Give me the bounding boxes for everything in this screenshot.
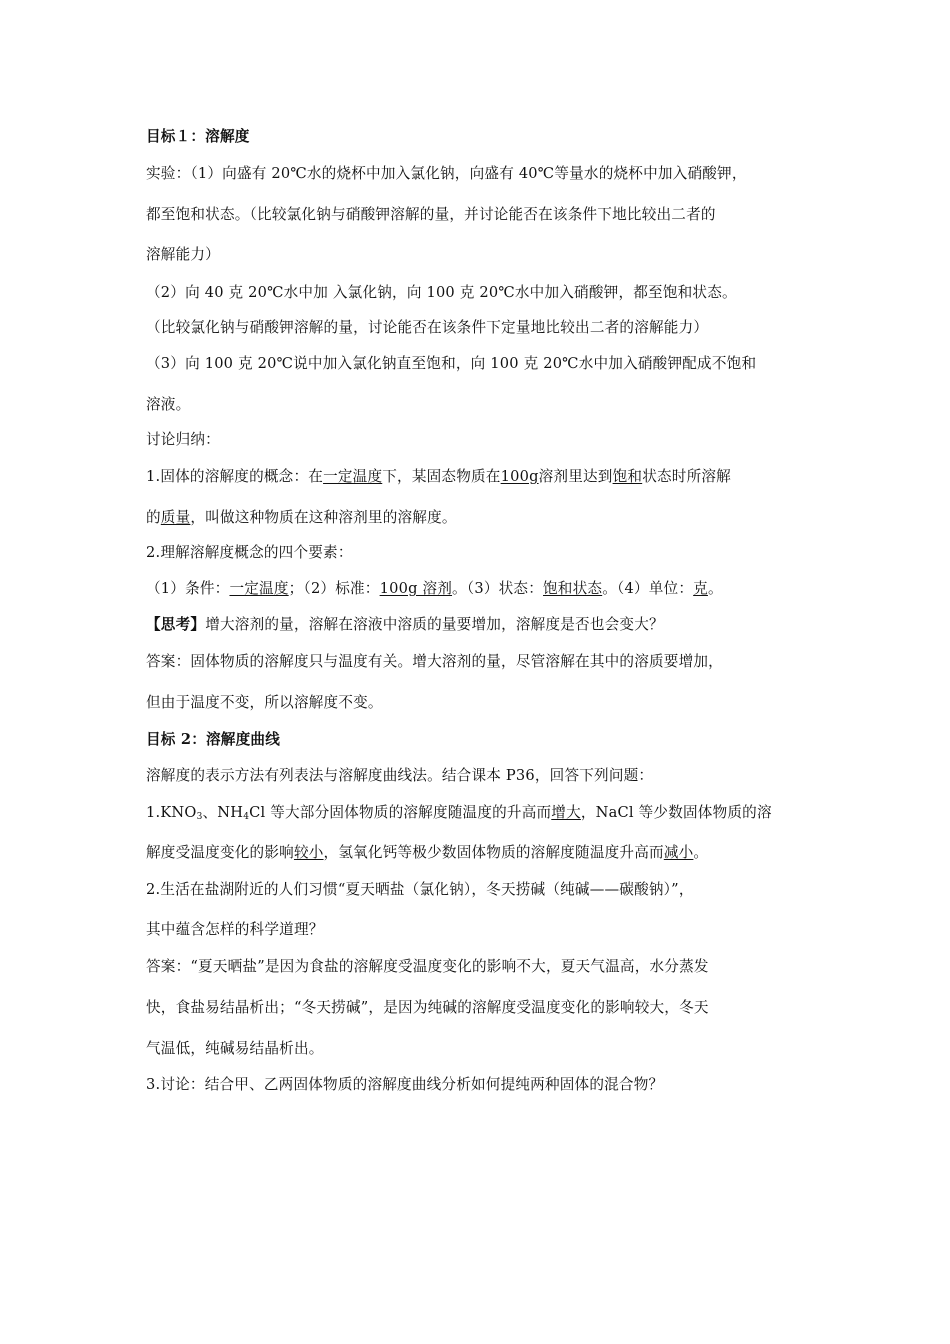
question2-line2: 其中蕴含怎样的科学道理？	[146, 921, 324, 938]
q1-text: ，NaCl 等少数固体物质的溶	[580, 804, 772, 821]
elements-text: 。	[707, 580, 723, 597]
elements-title: 2.理解溶解度概念的四个要素：	[146, 544, 353, 561]
answer1-line2: 但由于温度不变，所以溶解度不变。	[146, 694, 383, 711]
q1-text: 解度受温度变化的影响	[146, 844, 294, 861]
blank-answer: 饱和	[612, 468, 643, 485]
experiment2-line1: （2）向 40 克 20℃水中加 入氯化钠，向 100 克 20℃水中加入硝酸钾，都至饱和状态。	[146, 284, 737, 301]
answer2-line1: 答案：“夏天晒盐”是因为食盐的溶解度受温度变化的影响不大，夏天气温高，水分蒸发	[146, 958, 709, 975]
elements-text: 。（3）状态：	[452, 580, 543, 597]
experiment1-line3: 溶解能力）	[146, 246, 220, 263]
question2-line1: 2.生活在盐湖附近的人们习惯“夏天晒盐（氯化钠），冬天捞碱（纯碱——碳酸钠）”，	[146, 881, 694, 898]
concept-text: 状态时所溶解	[642, 468, 731, 485]
question1-line2	[146, 843, 826, 863]
elements-line	[146, 579, 826, 599]
concept-line2	[146, 508, 826, 528]
goal1-heading: 目标１：溶解度	[146, 128, 250, 145]
experiment1-line1: 实验：（1）向盛有 20℃水的烧杯中加入氯化钠，向盛有 40℃等量水的烧杯中加入硝酸钾，	[146, 165, 747, 182]
goal2-intro: 溶解度的表示方法有列表法与溶解度曲线法。结合课本 P36，回答下列问题：	[146, 767, 654, 784]
think-text: 增大溶剂的量，溶解在溶液中溶质的量要增加，溶解度是否也会变大？	[205, 616, 664, 633]
question1-line1	[146, 803, 826, 823]
concept-text: 下，某固态物质在	[382, 468, 501, 485]
concept-line1	[146, 467, 826, 487]
elements-text: 。（4）单位：	[602, 580, 694, 597]
concept-text: 1.固体的溶解度的概念：在	[146, 468, 324, 485]
blank-answer: 饱和状态	[543, 580, 603, 597]
blank-answer: 100g	[500, 468, 539, 485]
concept-text: 的	[146, 509, 161, 526]
blank-answer: 克	[693, 580, 708, 597]
think-line	[146, 615, 826, 635]
experiment3-line2: 溶液。	[146, 396, 191, 413]
blank-answer: 质量	[160, 509, 191, 526]
answer2-line3: 气温低，纯碱易结晶析出。	[146, 1040, 324, 1057]
subscript: 4	[243, 812, 250, 822]
subscript: 3	[196, 812, 203, 822]
concept-text: 溶剂里达到	[538, 468, 613, 485]
blank-answer: 一定温度	[229, 580, 289, 597]
discussion-label: 讨论归纳：	[146, 431, 220, 448]
blank-answer: 增大	[551, 804, 581, 821]
answer1-line1: 答案：固体物质的溶解度只与温度有关。增大溶剂的量，尽管溶解在其中的溶质要增加，	[146, 653, 723, 670]
q1-text: ，氢氧化钙等极少数固体物质的溶解度随温度升高而	[323, 844, 664, 861]
q1-text: 1.KNO	[146, 804, 197, 821]
answer2-line2: 快，食盐易结晶析出；“冬天捞碱”，是因为纯碱的溶解度受温度变化的影响较大，冬天	[146, 999, 709, 1016]
question3: 3.讨论：结合甲、乙两固体物质的溶解度曲线分析如何提纯两种固体的混合物？	[146, 1076, 664, 1093]
concept-text: ，叫做这种物质在这种溶剂里的溶解度。	[190, 509, 457, 526]
elements-text: ；（2）标准：	[288, 580, 380, 597]
experiment1-line2: 都至饱和状态。（比较氯化钠与硝酸钾溶解的量，并讨论能否在该条件下地比较出二者的	[146, 206, 716, 223]
blank-answer: 较小	[293, 844, 324, 861]
experiment3-line1: （3）向 100 克 20℃说中加入氯化钠直至饱和，向 100 克 20℃水中加入硝酸钾配成不饱和	[146, 355, 757, 372]
q1-text: 。	[693, 844, 709, 861]
goal2-heading: 目标 2：溶解度曲线	[146, 731, 280, 748]
q1-text: Cl 等大部分固体物质的溶解度随温度的升高而	[249, 804, 552, 821]
elements-text: （1）条件：	[146, 580, 230, 597]
blank-answer: 减小	[663, 844, 694, 861]
q1-text: 、NH	[202, 804, 244, 821]
experiment2-line2: （比较氯化钠与硝酸钾溶解的量，讨论能否在该条件下定量地比较出二者的溶解能力）	[146, 319, 709, 336]
blank-answer: 100g 溶剂	[379, 580, 453, 597]
think-label: 【思考】	[146, 616, 206, 633]
blank-answer: 一定温度	[323, 468, 383, 485]
